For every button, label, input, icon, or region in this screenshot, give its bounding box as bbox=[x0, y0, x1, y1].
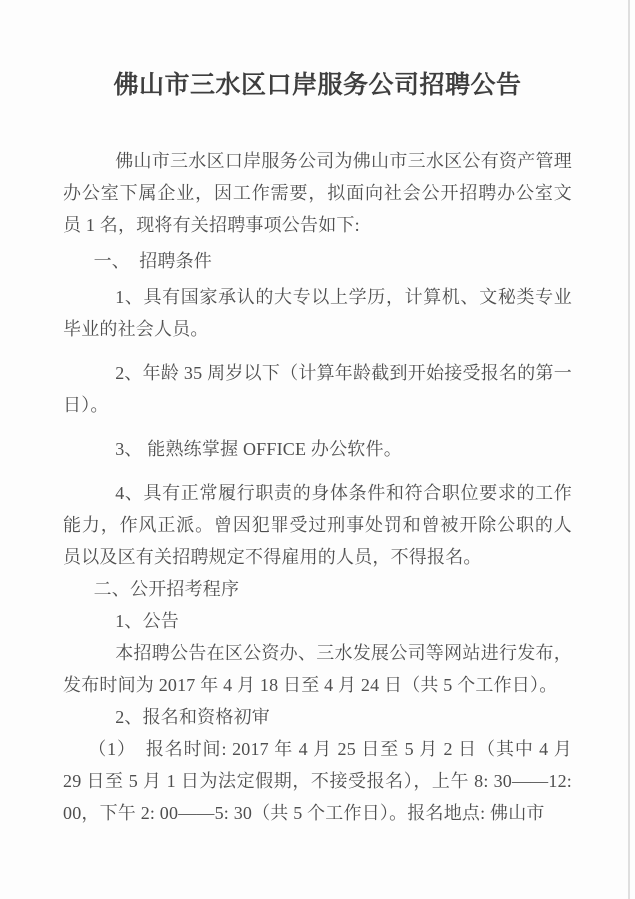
document-title: 佛山市三水区口岸服务公司招聘公告 bbox=[113, 72, 522, 99]
section-1-heading: 一、 招聘条件 bbox=[93, 251, 212, 271]
procedure-step-2-heading: 2、报名和资格初审 bbox=[115, 707, 270, 727]
registration-time-paragraph: （1） 报名时间: 2017 年 4 月 25 日至 5 月 2 日（其中 4 月 29 日至 5 月 1 日为法定假期，不接受报名），上午 8: 30——12: 00，下午 2: 00——5: 30（共 5 个工作日）。报名地点: 佛山市 bbox=[63, 739, 572, 823]
condition-item-4: 4、具有正常履行职责的身体条件和符合职位要求的工作能力，作风正派。曾因犯罪受过刑事处罚和曾被开除公职的人员以及区有关招聘规定不得雇用的人员，不得报名。 bbox=[63, 483, 572, 567]
condition-item-1: 1、具有国家承认的大专以上学历，计算机、文秘类专业毕业的社会人员。 bbox=[63, 287, 572, 339]
section-2-heading: 二、公开招考程序 bbox=[93, 579, 240, 599]
scan-edge-line bbox=[628, 0, 630, 899]
intro-paragraph: 佛山市三水区口岸服务公司为佛山市三水区公有资产管理办公室下属企业，因工作需要，拟面向社会公开招聘办公室文员 1 名，现将有关招聘事项公告如下: bbox=[63, 151, 572, 235]
procedure-step-1-heading: 1、公告 bbox=[115, 611, 179, 631]
condition-item-2: 2、年龄 35 周岁以下（计算年龄截到开始接受报名的第一日）。 bbox=[63, 363, 572, 415]
condition-item-3: 3、 能熟练掌握 OFFICE 办公软件。 bbox=[115, 439, 402, 459]
document-body bbox=[63, 145, 572, 829]
announcement-publish-paragraph: 本招聘公告在区公资办、三水发展公司等网站进行发布，发布时间为 2017 年 4 月 18 日至 4 月 24 日（共 5 个工作日）。 bbox=[63, 643, 572, 695]
